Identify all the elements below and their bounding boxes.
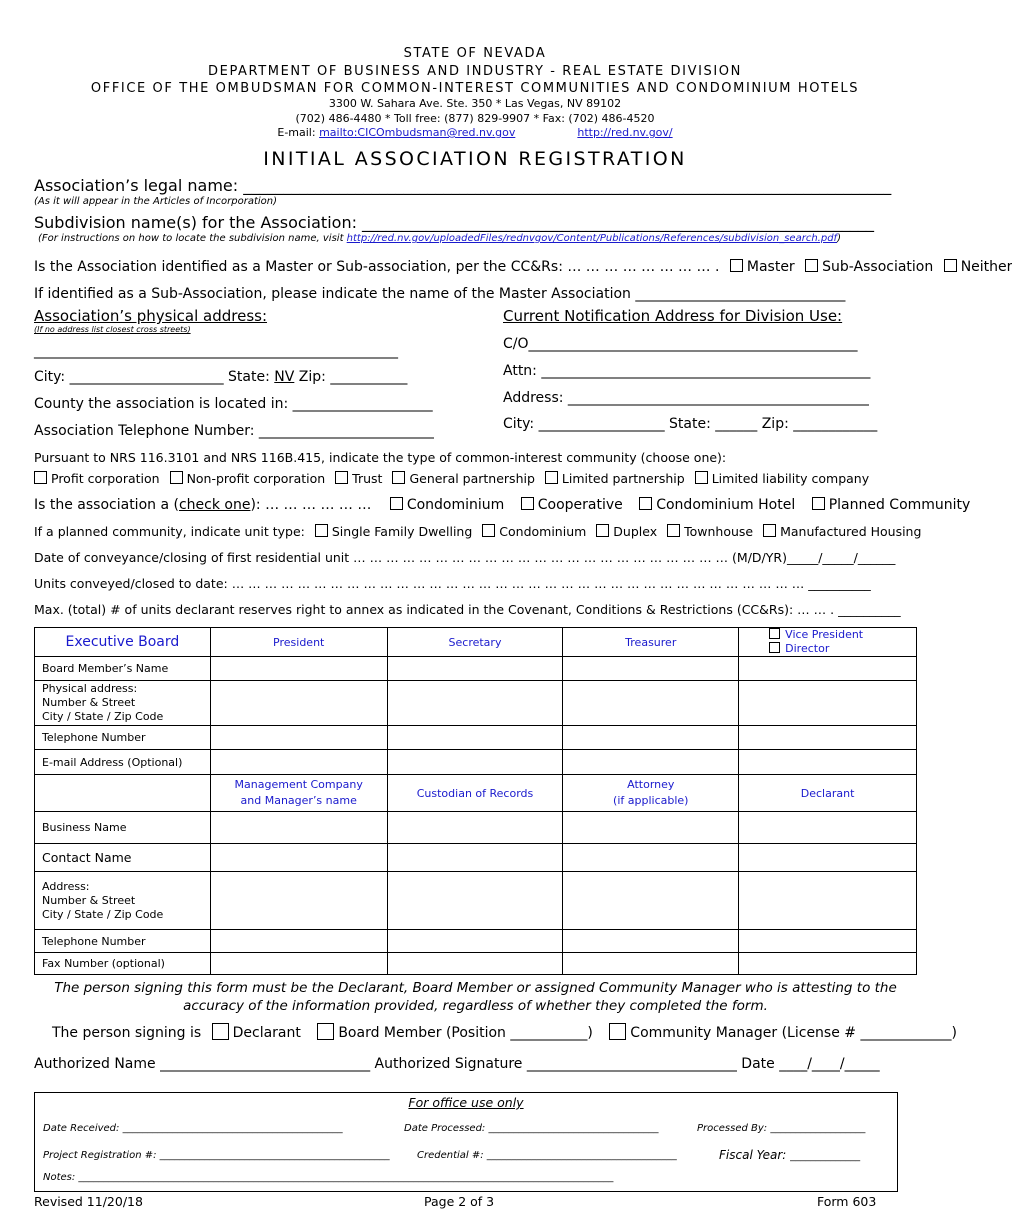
duplex-label: Duplex [613,524,658,539]
profit-corporation-checkbox[interactable] [34,471,47,484]
general-partnership-checkbox[interactable] [392,471,405,484]
vp-director-email-cell[interactable] [739,750,917,775]
director-checkbox[interactable] [769,642,780,653]
date-received-field[interactable]: Date Received: ____________________________________________ [43,1123,343,1134]
master-checkbox[interactable] [730,259,743,272]
office-use-box [34,1092,898,1192]
management-phone-cell[interactable] [210,930,387,953]
vice-president-label: Vice President [785,628,864,641]
secretary-header: Secretary [387,628,563,657]
office-use-title: For office use only [408,1095,524,1110]
physical-zip-field[interactable]: Zip: ___________ [294,369,408,385]
duplex-checkbox[interactable] [596,524,609,537]
fax-label: Fax Number (optional) [35,953,211,975]
board-member-name-label: Board Member’s Name [35,657,211,681]
single-family-label: Single Family Dwelling [331,524,473,539]
planned-community-checkbox[interactable] [812,497,825,510]
declarant-option-label: Declarant [232,1025,301,1041]
custodian-header: Custodian of Records [387,775,563,812]
management-business-cell[interactable] [210,812,387,844]
condominium-hotel-label: Condominium Hotel [656,497,796,513]
units-conveyed-field[interactable]: Units conveyed/closed to date: … … … … … … … … … … … … … … … … … … … … … … … … … … … … … … … … … … … __________ [34,576,871,591]
non-profit-corporation-checkbox[interactable] [170,471,183,484]
unit-type-question: If a planned community, indicate unit type: [34,524,305,539]
notification-attn-field[interactable]: Attn: _______________________________________________ [503,363,871,379]
board-address-label: Physical address: Number & Street City / State / Zip Code [35,681,211,726]
cooperative-label: Cooperative [537,497,623,513]
conveyance-date-field[interactable]: Date of conveyance/closing of first residential unit … … … … … … … … … … … … … … … … … … … … … … … (M/D/YR)_____/_____/______ [34,550,896,565]
notification-heading: Current Notification Address for Division Use: [503,307,843,325]
unit-condominium-checkbox[interactable] [482,524,495,537]
notification-co-field[interactable]: C/O_______________________________________________ [503,336,858,352]
limited-partnership-label: Limited partnership [561,471,685,486]
vice-president-checkbox[interactable] [769,628,780,639]
website-link[interactable]: http://red.nv.gov/ [577,126,673,139]
executive-board-header: Executive Board [35,628,211,657]
sub-association-checkbox[interactable] [805,259,818,272]
single-family-checkbox[interactable] [315,524,328,537]
header-state: STATE OF NEVADA [403,46,547,61]
revised-date: Revised 11/20/18 [34,1194,143,1209]
sub-association-option-label: Sub-Association [822,259,934,275]
board-phone-label: Telephone Number [35,726,211,750]
association-type-question-link: check one [178,497,251,513]
header-office: OFFICE OF THE OMBUDSMAN FOR COMMON-INTEREST COMMUNITIES AND CONDOMINIUM HOTELS [90,81,860,96]
neither-option-label: Neither [960,259,1012,275]
declarant-checkbox[interactable] [212,1023,229,1040]
association-phone-field[interactable]: Association Telephone Number: _________________________ [34,423,434,439]
contacts-blank-header [35,775,211,812]
custodian-phone-cell[interactable] [387,930,563,953]
vp-director-phone-cell[interactable] [739,726,917,750]
declarant-address-cell[interactable] [739,872,917,930]
treasurer-email-cell[interactable] [563,750,739,775]
physical-address-note: (If no address list closest cross streets) [34,325,191,334]
president-email-cell[interactable] [210,750,387,775]
notification-city-field[interactable]: City: __________________ State: ______ Zip: ____________ [503,416,878,432]
notes-field[interactable]: Notes: ___________________________________________________________________________________________________________ [43,1172,614,1183]
board-table [34,627,917,975]
email-link[interactable]: mailto:CICOmbudsman@red.nv.gov [319,126,516,139]
declarant-contact-cell[interactable] [739,844,917,872]
profit-corporation-label: Profit corporation [51,471,160,486]
management-contact-cell[interactable] [210,844,387,872]
community-manager-checkbox[interactable] [609,1023,626,1040]
secretary-phone-cell[interactable] [387,726,563,750]
date-processed-field[interactable]: Date Processed: __________________________________ [404,1123,659,1134]
contact-name-label: Contact Name [35,844,211,872]
director-option [769,642,912,656]
attorney-fax-cell[interactable] [563,953,739,975]
max-units-field[interactable]: Max. (total) # of units declarant reserves right to annex as indicated in the Covenant, Conditions & Restrictions (CC&Rs): … … . __________ [34,602,901,617]
physical-address-line[interactable]: ____________________________________________________ [34,343,398,359]
attorney-address-cell[interactable] [563,872,739,930]
president-phone-cell[interactable] [210,726,387,750]
general-partnership-label: General partnership [409,471,535,486]
director-label: Director [785,642,830,655]
signing-statement: The person signing this form must be the Declarant, Board Member or assigned Community Manager who is attesting to the accuracy of the information provided, regardless of whether they completed the form. [54,980,897,1014]
physical-state-value[interactable]: NV [274,369,295,385]
condominium-hotel-checkbox[interactable] [639,497,652,510]
master-question-text: Is the Association identified as a Master or Sub-association, per the CC&Rs: … … … … … … … … . [34,259,720,275]
subdivision-note [38,233,841,244]
management-company-header: Management Company and Manager’s name [210,775,387,812]
subdivision-link[interactable]: http://red.nv.gov/uploadedFiles/rednvgov/Content/Publications/References/subdivision_search.pdf [346,233,838,244]
president-header: President [210,628,387,657]
cooperative-checkbox[interactable] [521,497,534,510]
treasurer-name-cell[interactable] [563,657,739,681]
neither-checkbox[interactable] [944,259,957,272]
treasurer-address-cell[interactable] [563,681,739,726]
manufactured-housing-label: Manufactured Housing [780,524,922,539]
subdivision-note-close: ) [837,233,841,244]
manufactured-housing-checkbox[interactable] [763,524,776,537]
custodian-business-cell[interactable] [387,812,563,844]
legal-name-field[interactable]: Association’s legal name: _________________________________________________________________________________ [34,176,892,195]
declarant-header: Declarant [739,775,917,812]
townhouse-checkbox[interactable] [667,524,680,537]
legal-name-note: (As it will appear in the Articles of Incorporation) [34,196,278,207]
declarant-business-cell[interactable] [739,812,917,844]
secretary-address-cell[interactable] [387,681,563,726]
association-type-question-post: ): … … … … … … [250,497,372,513]
unit-condominium-label: Condominium [499,524,587,539]
master-question [34,259,1012,275]
custodian-contact-cell[interactable] [387,844,563,872]
vp-director-address-cell[interactable] [739,681,917,726]
vice-president-option [769,628,912,642]
physical-address-heading: Association’s physical address: [34,307,268,325]
trust-checkbox[interactable] [335,471,348,484]
declarant-fax-cell[interactable] [739,953,917,975]
president-name-cell[interactable] [210,657,387,681]
treasurer-header: Treasurer [563,628,739,657]
attorney-phone-cell[interactable] [563,930,739,953]
management-address-cell[interactable] [210,872,387,930]
contacts-phone-label: Telephone Number [35,930,211,953]
contacts-address-label: Address: Number & Street City / State / Zip Code [35,872,211,930]
secretary-name-cell[interactable] [387,657,563,681]
unit-type-row [34,524,921,539]
pursuant-text: Pursuant to NRS 116.3101 and NRS 116B.415, indicate the type of common-interest community (choose one): [34,450,727,465]
master-association-name-field[interactable]: If identified as a Sub-Association, please indicate the name of the Master Association ______________________________ [34,286,846,302]
secretary-email-cell[interactable] [387,750,563,775]
trust-label: Trust [352,471,383,486]
header-address: 3300 W. Sahara Ave. Ste. 350 * Las Vegas, NV 89102 [328,97,622,110]
community-manager-option-label: Community Manager (License # _____________) [630,1025,957,1041]
treasurer-phone-cell[interactable] [563,726,739,750]
subdivision-field[interactable]: Subdivision name(s) for the Association: ________________________________________________________________ [34,213,875,232]
form-number: Form 603 [817,1194,877,1209]
credential-field[interactable]: Credential #: ______________________________________ [417,1150,677,1161]
processed-by-field[interactable]: Processed By: ___________________ [697,1123,866,1134]
fiscal-year-line: ______________ [790,1151,861,1162]
llc-label: Limited liability company [711,471,870,486]
non-profit-corporation-label: Non-profit corporation [186,471,326,486]
association-type-question-pre: Is the association a ( [34,497,179,513]
association-type-row [34,497,970,513]
attorney-header: Attorney (if applicable) [563,775,739,812]
condominium-label: Condominium [406,497,505,513]
townhouse-label: Townhouse [684,524,754,539]
business-name-label: Business Name [35,812,211,844]
condominium-checkbox[interactable] [390,497,403,510]
form-title: INITIAL ASSOCIATION REGISTRATION [263,148,687,170]
signer-role-label: The person signing is [52,1025,202,1041]
authorized-signature-line[interactable]: Authorized Name ______________________________ Authorized Signature ______________________________ Date ____/____/_____ [34,1056,880,1072]
fiscal-year-field[interactable] [719,1148,860,1162]
master-option-label: Master [746,259,795,275]
limited-partnership-checkbox[interactable] [545,471,558,484]
notification-address-field[interactable]: Address: ___________________________________________ [503,390,869,406]
llc-checkbox[interactable] [695,471,708,484]
attorney-business-cell[interactable] [563,812,739,844]
signer-role-row [52,1023,957,1041]
physical-city-field[interactable]: City: ______________________ State: [34,369,275,385]
custodian-fax-cell[interactable] [387,953,563,975]
physical-city-state-zip [34,369,407,385]
attorney-contact-cell[interactable] [563,844,739,872]
project-registration-field[interactable]: Project Registration #: ______________________________________________ [43,1150,390,1161]
page-number: Page 2 of 3 [424,1194,495,1209]
header-department: DEPARTMENT OF BUSINESS AND INDUSTRY - REAL ESTATE DIVISION [208,64,742,79]
community-type-options [28,471,869,486]
custodian-address-cell[interactable] [387,872,563,930]
declarant-phone-cell[interactable] [739,930,917,953]
subdivision-note-text: (For instructions on how to locate the subdivision name, visit [38,233,347,244]
officer-role-cell [739,628,917,657]
board-member-option-label: Board Member (Position ___________) [338,1025,593,1041]
header-phones: (702) 486-4480 * Toll free: (877) 829-9907 * Fax: (702) 486-4520 [295,112,655,125]
vp-director-name-cell[interactable] [739,657,917,681]
management-fax-cell[interactable] [210,953,387,975]
fiscal-year-label: Fiscal Year: [719,1148,791,1162]
header-contacts [0,126,950,139]
president-address-cell[interactable] [210,681,387,726]
county-field[interactable]: County the association is located in: ____________________ [34,396,433,412]
planned-community-label: Planned Community [828,497,971,513]
board-member-checkbox[interactable] [317,1023,334,1040]
email-label: E-mail: [277,126,316,139]
board-email-label: E-mail Address (Optional) [35,750,211,775]
